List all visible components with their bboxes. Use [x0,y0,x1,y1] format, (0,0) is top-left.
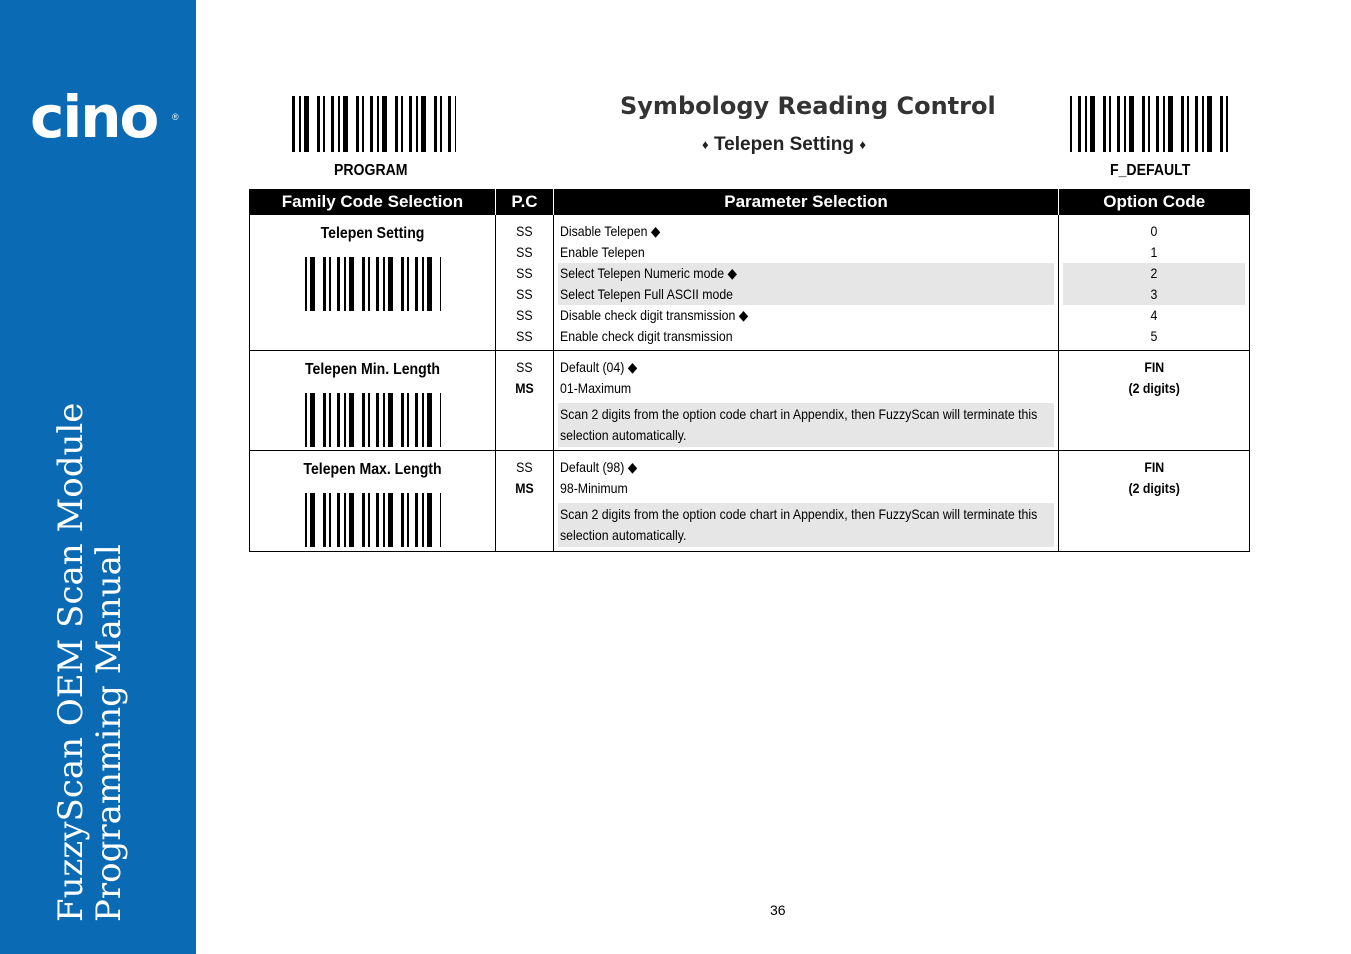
barcode-bar [422,493,424,547]
barcode-bar [422,393,424,447]
family-cell [250,351,496,451]
barcode-bar [344,393,346,447]
pc-value: SS [516,265,533,281]
program-barcode-label: PROGRAM [334,162,408,179]
family-cell [250,215,496,351]
pc-cell [496,351,554,451]
option-value: 5 [1150,328,1158,344]
barcode-bar [1103,96,1106,152]
barcode-bar [407,393,409,447]
barcode-bar [337,257,340,311]
barcode-bar [415,393,418,447]
parameter-cell [554,215,1059,351]
pc-value: SS [516,359,533,375]
option-value: 0 [1150,223,1158,239]
barcode-bar [415,257,418,311]
barcode-bar [344,257,346,311]
barcode-bar [1168,96,1173,152]
barcode-bar [1129,96,1134,152]
barcode-bar [1207,96,1212,152]
barcode-bar [1187,96,1189,152]
option-value: 3 [1063,284,1245,305]
barcode-bar [305,257,307,311]
option-value: 4 [1150,307,1158,323]
barcode-bar [362,257,365,311]
parameter-option: Default (98) ◆ [560,459,638,475]
table-row [250,451,1250,552]
f-default-barcode [1070,96,1234,152]
barcode-bar [407,493,409,547]
barcode-bar [376,257,379,311]
barcode-bar [323,257,326,311]
barcode-bar [349,257,354,311]
barcode-bar [422,257,424,311]
barcode-bar [427,393,432,447]
barcode-bar [362,493,365,547]
parameter-option: Enable check digit transmission [560,328,733,344]
barcode-bar [305,393,307,447]
barcode-bar [1163,96,1165,152]
header-option-code: Option Code [1059,189,1250,215]
barcode-bar [388,393,393,447]
table-row [250,215,1250,351]
barcode-bar [427,493,432,547]
option-value: FIN [1144,359,1164,375]
barcode-bar [1142,96,1145,152]
table-row [250,351,1250,451]
pc-cell [496,215,554,351]
header-family-code: Family Code Selection [250,189,496,215]
manual-title [52,402,128,922]
pc-value: MS [515,380,534,396]
barcode-bar [440,493,441,547]
barcode-bar [401,493,404,547]
barcode-bar [401,393,404,447]
barcode-bar [427,257,432,311]
barcode-bar [376,493,379,547]
barcode-bar [388,257,393,311]
barcode-bar [1195,96,1198,152]
pc-value: SS [516,307,533,323]
barcode-bar [368,257,370,311]
barcode-bar [1109,96,1111,152]
parameter-cell [554,351,1059,451]
barcode-bar [368,493,370,547]
barcode-bar [440,257,441,311]
barcode-bar [415,493,418,547]
barcode-bar [1090,96,1095,152]
barcode-bar [383,493,385,547]
barcode-bar [1220,96,1223,152]
barcode-bar [310,493,315,547]
barcode-bar [1226,96,1228,152]
barcode-bar [362,393,365,447]
barcode-bar [407,257,409,311]
parameter-option: 01-Maximum [560,380,632,396]
settings-table [249,189,1250,552]
option-value: 1 [1150,244,1158,260]
parameter-option: Default (04) ◆ [560,359,638,375]
pc-value: SS [516,286,533,302]
barcode-bar [388,493,393,547]
barcode-bar [310,257,315,311]
pc-value: SS [516,244,533,260]
barcode-bar [329,493,331,547]
telepen-min-length-barcode [305,393,441,447]
barcode-bar [349,393,354,447]
parameter-note: Scan 2 digits from the option code chart in Appendix, then FuzzyScan will terminate this selection automatically. [558,403,1054,447]
family-label: Telepen Min. Length [304,361,441,378]
page-number: 36 [770,902,786,918]
parameter-cell [554,451,1059,552]
barcode-bar [383,257,385,311]
pc-value: MS [515,480,534,496]
option-cell [1059,215,1250,351]
pc-value: SS [516,459,533,475]
barcode-bar [349,493,354,547]
barcode-bar [440,393,441,447]
page-title: Symbology Reading Control [620,92,996,120]
parameter-note: Scan 2 digits from the option code chart in Appendix, then FuzzyScan will terminate this selection automatically. [558,503,1054,547]
f-default-barcode-label: F_DEFAULT [1110,162,1191,179]
parameter-option: Disable Telepen ◆ [560,223,661,239]
family-label: Telepen Setting [320,225,425,242]
barcode-bar [344,493,346,547]
cino-logo: cino [30,83,158,151]
family-cell [250,451,496,552]
barcode-bar [383,393,385,447]
barcode-bar [337,393,340,447]
parameter-option: Select Telepen Numeric mode ◆ [558,263,1054,284]
barcode-bar [329,257,331,311]
option-value: FIN [1144,459,1164,475]
barcode-bar [1181,96,1184,152]
barcode-bar [1148,96,1150,152]
barcode-bar [1117,96,1120,152]
parameter-option: Disable check digit transmission ◆ [560,307,749,323]
barcode-bar [329,393,331,447]
telepen-setting-barcode [305,257,441,311]
header-pc: P.C [496,189,554,215]
barcode-bar [323,493,326,547]
barcode-bar [305,493,307,547]
barcode-bar [1202,96,1204,152]
diamond-icon: ♦ [702,137,709,152]
family-label: Telepen Max. Length [303,461,442,478]
pc-value: SS [516,328,533,344]
barcode-bar [368,393,370,447]
barcode-bar [1085,96,1087,152]
barcode-bar [401,257,404,311]
barcode-bar [337,493,340,547]
barcode-bar [376,393,379,447]
parameter-option: Select Telepen Full ASCII mode [558,284,1054,305]
option-cell [1059,451,1250,552]
option-value: (2 digits) [1128,380,1180,396]
option-value: 2 [1063,263,1245,284]
header-parameter: Parameter Selection [554,189,1059,215]
manual-title-line1: FuzzyScan OEM Scan Module [51,402,91,922]
option-cell [1059,351,1250,451]
manual-title-line2: Programming Manual [89,544,129,922]
pc-value: SS [516,223,533,239]
barcode-bar [1156,96,1159,152]
barcode-bar [1070,96,1072,152]
option-value: (2 digits) [1128,480,1180,496]
telepen-max-length-barcode [305,493,441,547]
diamond-icon: ♦ [859,137,866,152]
parameter-option: Enable Telepen [560,244,645,260]
barcode-bar [1078,96,1081,152]
barcode-bar [1124,96,1126,152]
subtitle-text: Telepen Setting [713,134,855,155]
table-header-row [250,189,1250,215]
registered-mark: ® [172,112,179,122]
barcode-bar [323,393,326,447]
parameter-option: 98-Minimum [560,480,628,496]
pc-cell [496,451,554,552]
barcode-bar [310,393,315,447]
